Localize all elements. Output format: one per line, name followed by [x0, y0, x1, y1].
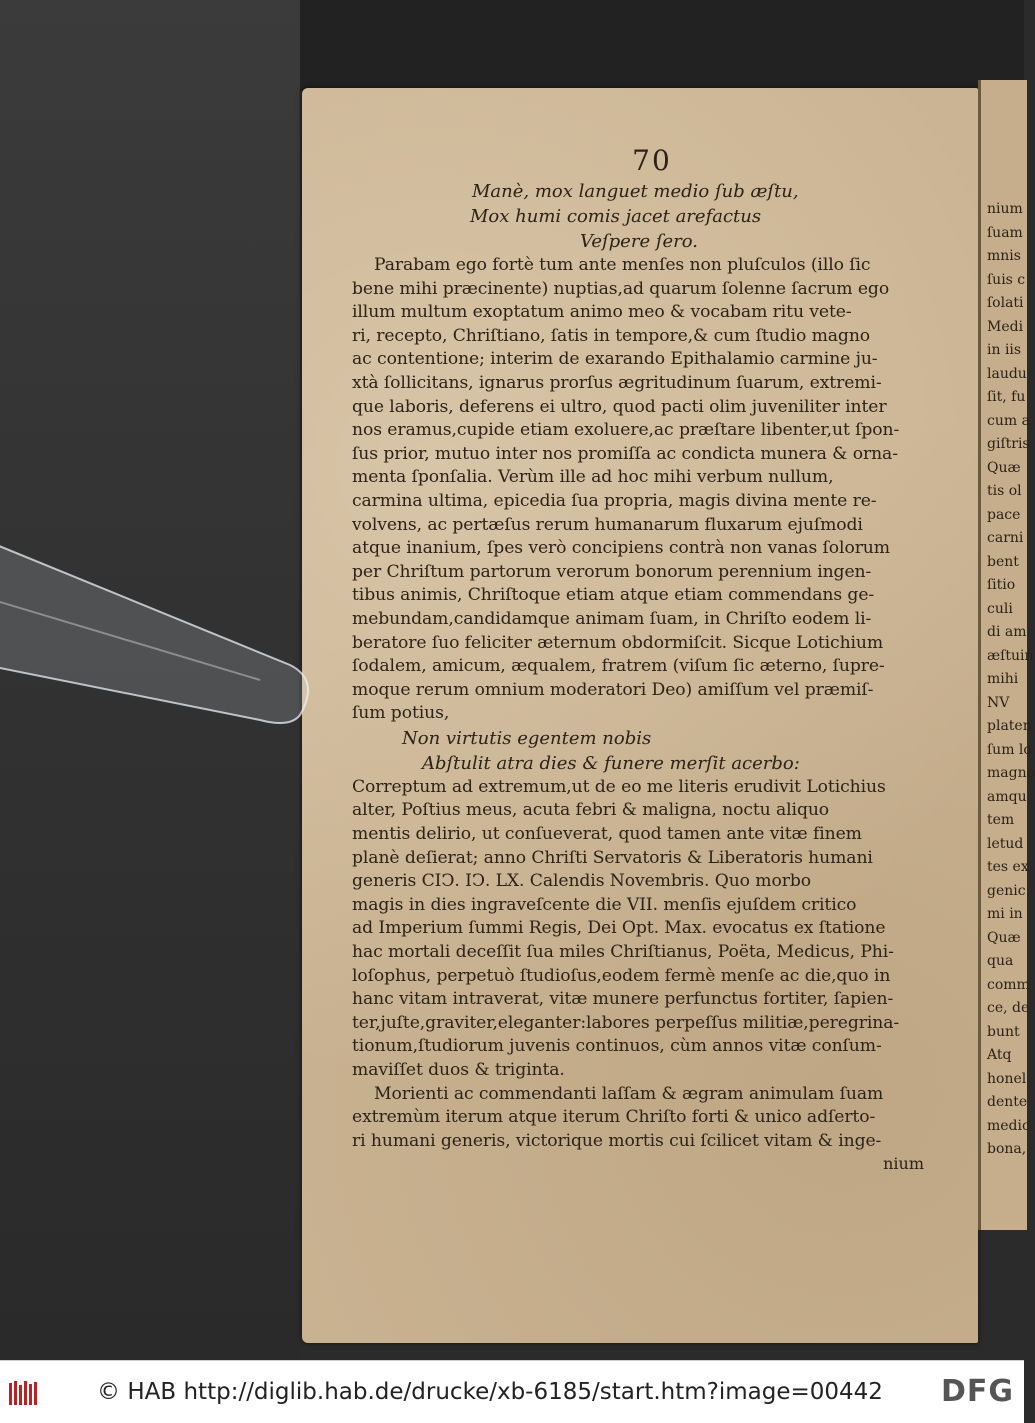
adjacent-page-fragment: in iis [987, 342, 1022, 358]
adjacent-page-fragment: ſuam [987, 224, 1023, 241]
adjacent-page-fragment: qua [987, 953, 1014, 969]
adjacent-page-fragment: ſuis c [987, 271, 1026, 288]
page-text [352, 144, 924, 1175]
verse-line: Mox humi comis jacet arefactus [470, 206, 762, 227]
text-line: ri, recepto, Chriſtiano, ſatis in tempore,& cum ſtudio magno [352, 325, 871, 346]
adjacent-page-fragment: NV [987, 694, 1010, 711]
adjacent-page-fragment: pace [987, 506, 1021, 523]
adjacent-page-fragment: bona, [987, 1141, 1027, 1157]
text-line: generis CIↃ. IↃ. LX. Calendis Novembris. Quo morbo [352, 871, 812, 892]
adjacent-page-fragment: tem [987, 812, 1015, 828]
text-line: extremùm iterum atque iterum Chriſto forti & unico adſerto- [352, 1107, 876, 1128]
text-line: que laboris, deferens ei ultro, quod pacti olim juveniliter inter [352, 396, 887, 417]
text-line: ſodalem, amicum, æqualem, fratrem (viſum ſic æterno, ſupre- [352, 656, 885, 677]
text-line: beratore ſuo feliciter æternum obdormiſcit. Sicque Lotichium [352, 632, 884, 653]
text-line: ſum potius, [352, 703, 450, 724]
adjacent-page-fragment: laudu [987, 365, 1027, 382]
text-line: ad Imperium ſummi Regis, Dei Opt. Max. evocatus ex ſtatione [352, 918, 886, 939]
text-line: nos eramus,cupide etiam exoluere,ac præſtare libenter,ut ſpon- [352, 420, 900, 441]
text-line: tibus animis, Chriſtoque etiam atque etiam commendans ge- [352, 585, 875, 606]
adjacent-page-fragment: culi [987, 600, 1013, 617]
hab-logo-icon [8, 1379, 40, 1407]
text-line: maviſſet duos & triginta. [352, 1060, 565, 1080]
adjacent-page-fragment: tis ol [987, 483, 1022, 499]
text-line: magis in dies ingraveſcente die VII. menſis ejuſdem critico [352, 894, 857, 915]
adjacent-page-fragment: dente [987, 1094, 1028, 1110]
text-line: Morienti ac commendanti laſſam & ægram animulam ſuam [374, 1083, 884, 1104]
adjacent-page-fragment: ce, de [987, 1000, 1030, 1016]
adjacent-page-fragment: Medi [987, 318, 1024, 335]
adjacent-page-fragment: ſum lo [987, 741, 1032, 758]
adjacent-page-fragment: tes ex [987, 859, 1029, 875]
adjacent-page-fragment: mnis [987, 248, 1021, 264]
text-line: moque rerum omnium moderatori Deo) amiſſum vel præmiſ- [352, 679, 874, 700]
adjacent-page-fragment: carni [987, 530, 1024, 546]
adjacent-page-fragment: mihi [987, 671, 1019, 687]
text-line: illum multum exoptatum animo meo & vocabam ritu vete- [352, 302, 852, 323]
text-line: xtà ſollicitans, ignarus prorſus ægritudinum ſuarum, extremi- [352, 372, 882, 393]
text-line: atque inanium, ſpes verò concipiens contrà non vanas ſolorum [352, 538, 890, 559]
text-line: ri humani generis, victorique mortis cui ſcilicet vitam & inge- [352, 1130, 882, 1151]
adjacent-page-fragment: di am [987, 624, 1027, 640]
text-line: mentis delirio, ut conſueverat, quod tamen ante vitæ finem [352, 824, 862, 845]
text-line: Parabam ego fortè tum ante menſes non pluſculos (illo ſic [374, 255, 871, 275]
adjacent-page-fragment: letud [987, 835, 1024, 852]
copyright-url-text[interactable]: © HAB http://diglib.hab.de/drucke/xb-6185/start.htm?image=00442 [97, 1379, 883, 1405]
dfg-logo: DFG [940, 1374, 1014, 1409]
adjacent-page-fragment: æſtuin [987, 647, 1034, 664]
text-line: volvens, ac pertæſus rerum humanarum fluxarum ejuſmodi [352, 514, 863, 535]
text-line: mebundam,candidamque animam ſuam, in Chriſto eodem li- [352, 608, 872, 629]
adjacent-page-fragment: ſolati [987, 295, 1024, 311]
paragraph-2 [352, 776, 912, 1083]
adjacent-page-fragment: Atq [987, 1047, 1012, 1063]
adjacent-page-fragment: Quæ [987, 459, 1021, 476]
adjacent-page-fragment: nium [987, 201, 1023, 217]
text-line: loſophus, perpetuò ſtudioſus,eodem fermè menſe ac die,quo in [352, 965, 891, 986]
text-line: menta ſponſalia. Verùm ille ad hoc mihi verbum nullum, [352, 467, 834, 488]
text-line: bene mihi præcinente) nuptias,ad quarum ſolenne ſacrum ego [352, 278, 890, 299]
text-line: ter,juſte,graviter,eleganter:labores perpeſſus militiæ,peregrina- [352, 1012, 900, 1033]
text-line: alter, Poſtius meus, acuta febri & maligna, noctu aliquo [352, 800, 830, 821]
adjacent-page-fragments [981, 80, 1035, 1162]
adjacent-page-fragment: comm [987, 976, 1030, 993]
adjacent-page-fragment: giſtris [987, 436, 1030, 452]
adjacent-page-fragment: platen [987, 718, 1032, 734]
catchword: nium [883, 1154, 924, 1174]
scan-background-top [300, 0, 1024, 92]
text-line: ac contentione; interim de exarando Epithalamio carmine ju- [352, 349, 878, 370]
paragraph-3 [352, 1083, 912, 1154]
adjacent-page-fragment: cum a [987, 412, 1030, 429]
verse-line: Manè, mox languet medio ſub æſtu, [472, 181, 799, 202]
verse-middle [352, 726, 912, 776]
page-holder-tool [0, 530, 340, 730]
paragraph-1 [352, 254, 912, 726]
adjacent-page-fragment: genic [987, 882, 1026, 899]
adjacent-page-fragment: bunt [987, 1023, 1020, 1040]
verse-line: Veſpere ſero. [580, 231, 698, 252]
text-line: carmina ultima, epicedia ſua propria, magis divina mente re- [352, 490, 877, 511]
text-line: hanc vitam intraverat, vitæ munere perfunctus fortiter, ſapien- [352, 989, 894, 1010]
adjacent-page-edge [978, 80, 1035, 1230]
text-line: per Chriſtum partorum verorum bonorum perennium ingen- [352, 561, 872, 582]
adjacent-page-fragment: mi in [987, 906, 1023, 922]
book-page [302, 88, 978, 1343]
footer-bar [0, 1360, 1024, 1423]
verse-line: Non virtutis egentem nobis [402, 727, 652, 749]
adjacent-page-fragment: honel [987, 1070, 1027, 1087]
text-line: ſus prior, mutuo inter nos promiſſa ac condicta munera & orna- [352, 443, 898, 464]
verse-top [352, 179, 912, 254]
adjacent-page-fragment: bent [987, 553, 1019, 570]
adjacent-page-fragment: amqu [987, 788, 1027, 805]
text-line: planè deſierat; anno Chriſti Servatoris & Liberatoris humani [352, 847, 873, 868]
text-line: Correptum ad extremum,ut de eo me literis erudivit Lotichius [352, 776, 886, 797]
adjacent-page-fragment: medic [987, 1117, 1030, 1134]
adjacent-page-fragment: magno [987, 765, 1035, 781]
text-line: tionum,ſtudiorum juvenis continuos, cùm annos vitæ conſum- [352, 1036, 882, 1057]
verse-line: Abſtulit atra dies & funere merſit acerbo: [422, 752, 800, 774]
page-number: 70 [632, 144, 672, 177]
adjacent-page-fragment: ſitio [987, 577, 1016, 593]
adjacent-page-fragment: ſit, fu [987, 389, 1026, 405]
text-line: hac mortali deceſſit ſua miles Chriſtianus, Poëta, Medicus, Phi- [352, 942, 894, 963]
adjacent-page-fragment: Quæ [987, 929, 1021, 946]
